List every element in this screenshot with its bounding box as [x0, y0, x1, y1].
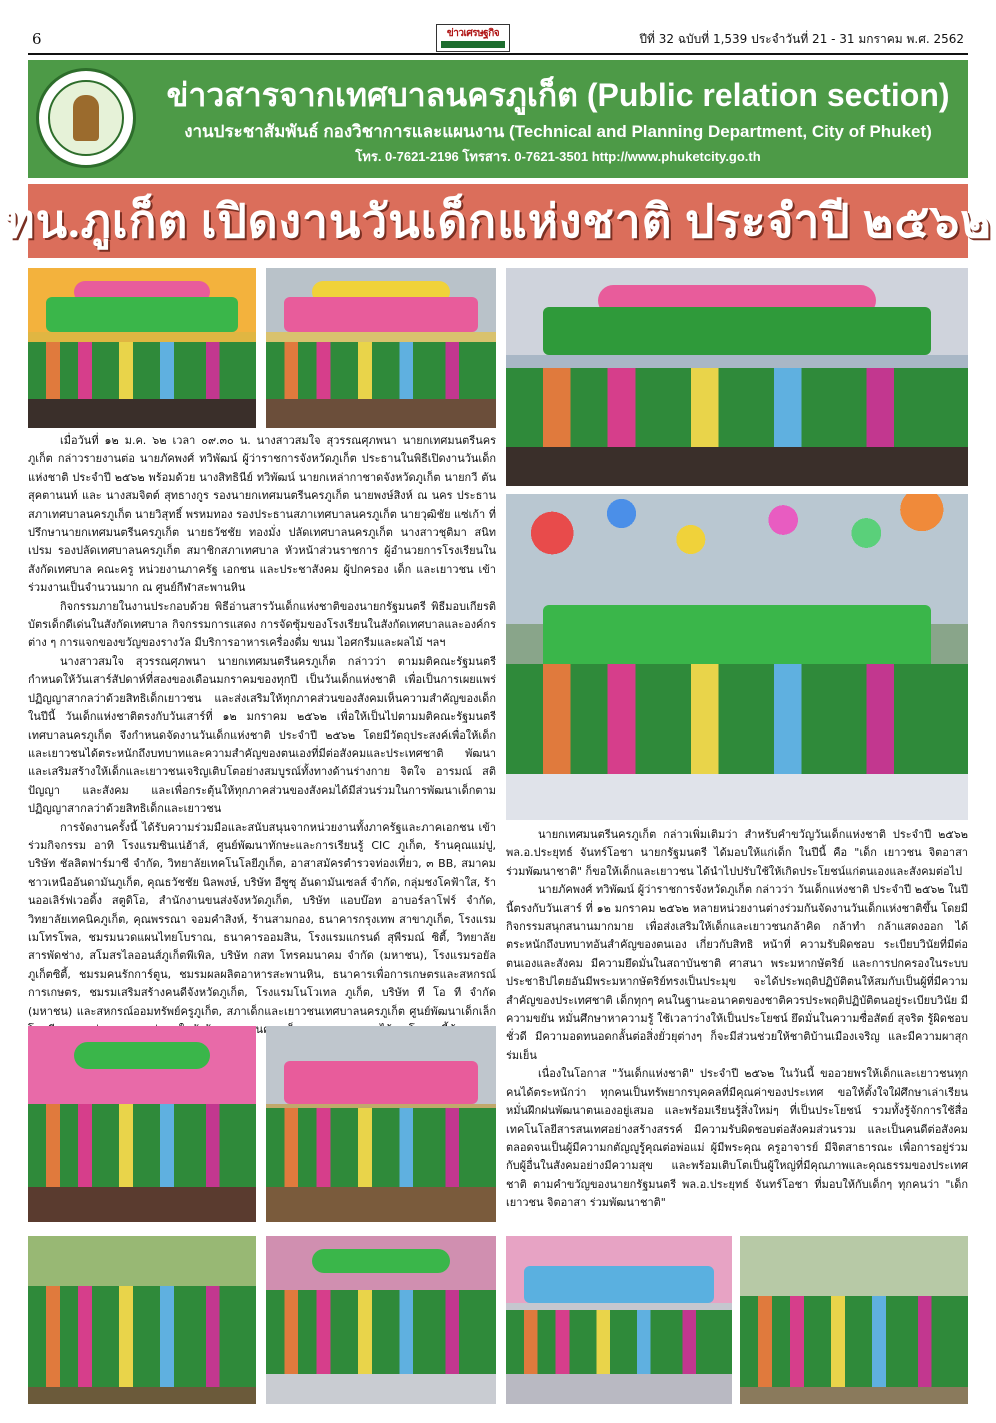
header-rule — [28, 53, 968, 55]
photo-teddy-bear — [266, 1026, 496, 1222]
photo-balloons-stage — [506, 494, 968, 820]
article-right-paragraph: เนื่องในโอกาส "วันเด็กแห่งชาติ" ประจำปี ๒๕๖๒ ในวันนี้ ขออวยพรให้เด็กและเยาวชนทุกคนได้ตระหนักว่า ทุกคนเป็นทรัพยากรบุคคลที่มีคุณค่าของประเทศ ขอให้ตั้งใจใฝ่ศึกษาเล่าเรียน หมั่นฝึกฝนพัฒนาตนเองอยู่เสมอ และพร้อมเรียนรู้สิ่งใหม่ๆ ที่เป็นประโยชน์ รวมทั้งรู้จักการใช้สื่อเทคโนโลยีสารสนเทศอย่างสร้างสรรค์ มีความรับผิดชอบต่อสังคมส่วนรวม และเป็นคนดีต่อสังคม ตลอดจนเป็นผู้มีความกตัญญูรู้คุณต่อพ่อแม่ ผู้มีพระคุณ ครูอาจารย์ มีจิตสาธารณะ เพื่อการอยู่ร่วมกับผู้อื่นในสังคมอย่างมีความสุข และพร้อมเติบโตเป็นผู้ใหญ่ที่มีคุณภาพและคุณธรรมของประเทศชาติ ตามคำขวัญของนายกรัฐมนตรี พล.อ.ประยุทธ์ จันทร์โอชา ที่มอบให้กับเด็กๆ ทุกคนว่า "เด็ก เยาวชน จิตอาสา ร่วมพัฒนาชาติ" — [506, 1067, 968, 1210]
seal-figure — [73, 95, 99, 141]
page-header — [0, 0, 996, 56]
masthead-logo — [436, 24, 510, 52]
issue-line: ปีที่ 32 ฉบับที่ 1,539 ประจำวันที่ 21 - 31 มกราคม พ.ศ. 2562 — [639, 32, 964, 46]
photo-bicycle-stage — [506, 1236, 732, 1404]
photo-stage-officials — [28, 268, 256, 428]
masthead-bar — [441, 41, 505, 48]
pr-contact: โทร. 0-7621-2196 โทรสาร. 0-7621-3501 http://www.phuketcity.go.th — [355, 149, 761, 164]
photo-stage-wide — [506, 268, 968, 486]
article-right-paragraph: นายกเทศมนตรีนครภูเก็ต กล่าวเพิ่มเติมว่า สำหรับคำขวัญวันเด็กแห่งชาติ ประจำปี ๒๕๖๒ พล.อ.ประยุทธ์ จันทร์โอชา นายกรัฐมนตรี ได้มอบให้แก่เด็ก ในปีนี้ คือ "เด็ก เยาวชน จิตอาสา ร่วมพัฒนาชาติ" ก็ขอให้เด็กและเยาวชน ได้นำไปปรับใช้ให้เกิดประโยชน์แก่ตนเองและสังคมต่อไป — [506, 828, 968, 878]
article-left-paragraph: นางสาวสมใจ สุวรรณศุภพนา นายกเทศมนตรีนครภูเก็ต กล่าวว่า ตามมติคณะรัฐมนตรี กำหนดให้วันเสาร์สัปดาห์ที่สองของเดือนมกราคมของทุกปี เป็นวันเด็กแห่งชาติ เพื่อเป็นการเผยแพร่ปฏิญญาสากลว่าด้วยสิทธิเด็กเยาวชน และส่งเสริมให้ทุกภาคส่วนของสังคมเห็นความสำคัญของเด็กในปีนี้ วันเด็กแห่งชาติตรงกับวันเสาร์ที่ ๑๒ มกราคม ๒๕๖๒ เพื่อให้เป็นไปตามมติคณะรัฐมนตรี เทศบาลนครภูเก็ต จึงกำหนดจัดงานวันเด็กแห่งชาติ ประจำปี ๒๕๖๒ โดยมีวัตถุประสงค์เพื่อให้เด็กและเยาวชนได้ตระหนักถึงบทบาทและความสำคัญของตนเองที่มีต่อสังคมและประเทศชาติ พัฒนาและเสริมสร้างให้เด็กและเยาวชนเจริญเติบโตอย่างสมบูรณ์ทั้งทางด้านร่างกาย จิตใจ อารมณ์ สติปัญญา และสังคม และเพื่อกระตุ้นให้ทุกภาคส่วนของสังคมได้มีส่วนร่วมในการพัฒนาเด็กตามปฏิญญาสากลว่าด้วยสิทธิเด็กและเยาวชน — [28, 654, 496, 816]
article-left-paragraph: กิจกรรมภายในงานประกอบด้วย พิธีอ่านสารวันเด็กแห่งชาติของนายกรัฐมนตรี พิธีมอบเกียรติบัตรเด็กดีเด่นในสังกัดเทศบาล กิจกรรมการแสดง การจัดซุ้มของโรงเรียนในสังกัดเทศบาลและองค์กรต่าง ๆ การแจกของขวัญของรางวัล มีบริการอาหารเครื่องดื่ม ขนม ไอศกรีมและผลไม้ ฯลฯ — [28, 599, 496, 650]
article-left — [28, 432, 496, 1020]
page-number: 6 — [32, 30, 42, 48]
article-right-paragraph: นายภัคพงศ์ ทวิพัฒน์ ผู้ว่าราชการจังหวัดภูเก็ต กล่าวว่า วันเด็กแห่งชาติ ประจำปี ๒๕๖๒ ในปีนี้ตรงกับวันเสาร์ ที่ ๑๒ มกราคม ๒๕๖๒ หลายหน่วยงานต่างร่วมกันจัดงานวันเด็กแห่งชาติขึ้น โดยมีกิจกรรมสนุกสนานมากมาย เพื่อส่งเสริมให้เด็กและเยาวชนกล้าคิด กล้าทำ กล้าแสดงออก ได้ตระหนักถึงบทบาทอันสำคัญของตนเอง เกี่ยวกับสิทธิ หน้าที่ ความรับผิดชอบ ระเบียบวินัยที่มีต่อตนเองและสังคม มีความยึดมั่นในสถาบันชาติ ศาสนา พระมหากษัตริย์ และการปกครองในระบบประชาธิปไตยอันมีพระมหากษัตริย์ทรงเป็นประมุข จะได้ประพฤติปฏิบัติตนให้สมกับเป็นผู้ที่มีความสำคัญของประเทศชาติ เด็กทุกๆ คนในฐานะอนาคตของชาติควรประพฤติปฏิบัติตนอยู่ระเบียบวินัย มีความขยัน หมั่นศึกษาหาความรู้ ใช้เวลาว่างให้เป็นประโยชน์ ยึดมั่นในความซื่อสัตย์ สุจริต รู้ผิดชอบชั่วดี มีความอดทนอดกลั้นต่อสิ่งยั่วยุต่างๆ ก็จะมีส่วนช่วยให้ชาติบ้านเมืองเจริญ และมีความผาสุกร่มเย็น — [506, 883, 968, 1062]
photo-award-children — [266, 268, 496, 428]
photo-bicycle-gift — [266, 1236, 496, 1404]
pr-title: ข่าวสารจากเทศบาลนครภูเก็ต (Public relation section) — [166, 77, 950, 113]
headline-text: ทน.ภูเก็ต เปิดงานวันเด็กแห่งชาติ ประจำปี ๒๕๖๒ — [4, 195, 992, 247]
article-right — [506, 826, 968, 1222]
headline-band — [4, 184, 992, 258]
article-left-paragraph: เมื่อวันที่ ๑๒ ม.ค. ๖๒ เวลา ๐๙.๓๐ น. นางสาวสมใจ สุวรรณศุภพนา นายกเทศมนตรีนครภูเก็ต กล่าวรายงานต่อ นายภัคพงศ์ ทวิพัฒน์ ผู้ว่าราชการจังหวัดภูเก็ต ประธานในพิธีเปิดงานวันเด็กแห่งชาติ ประจำปี ๒๕๖๒ พร้อมด้วย นางสิทธินีย์ ทวิพัฒน์ นายกเหล่ากาชาดจังหวัดภูเก็ต นายกวี ตันสุคตานนท์ และ นางสมจิตต์ สุทธางกูร รองนายกเทศมนตรีนครภูเก็ต นายพงษ์สิงห์ ณ นคร ประธานสภาเทศบาลนครภูเก็ต นายวิสุทธิ์ พรหมทอง รองประธานสภาเทศบาลนครภูเก็ต นายวุฒิชัย แซ่เก้า ที่ปรึกษานายกเทศมนตรีนครภูเก็ต นายธวัชชัย ทองมั่ง ปลัดเทศบาลนครภูเก็ต นางสาวชุติมา สนิทเปรม รองปลัดเทศบาลนครภูเก็ต สมาชิกสภาเทศบาล หัวหน้าส่วนราชการ ผู้อำนวยการโรงเรียนในสังกัดเทศบาล คณะครู หน่วยงานภาครัฐ เอกชน และประชาสังคม ผู้ปกครอง เด็ก และเยาวชน เข้าร่วมงานเป็นจำนวนมาก ณ ศูนย์กีฬาสะพานหิน — [28, 434, 496, 595]
pr-section-header — [28, 60, 968, 178]
article-left-paragraph: การจัดงานครั้งนี้ ได้รับความร่วมมือและสนับสนุนจากหน่วยงานทั้งภาครัฐและภาคเอกชน เข้าร่วมกิจกรรม อาทิ โรงแรมซินเน่ฮ้าส์, ศูนย์พัฒนาทักษะและการเรียนรู้ CIC ภูเก็ต, ร้านคุณแม่ปู, บริษัท ชัลลิตฟาร์มาซี จำกัด, วิทยาลัยเทคโนโลยีภูเก็ต, อาสาสมัครตำรวจท่องเที่ยว, ๓ BB, สมาคมชาวเหนืออันดามันภูเก็ต, คุณธวัชชัย นิลพงษ์, บริษัท อีซูซุ อันดามันเซลส์ จำกัด, กลุ่มชงโคฟ้าใส, ร้านออเลิร์ฟเวอดิ้ง สตูดิโอ, สำนักงานขนส่งจังหวัดภูเก็ต, บริษัท แอบบ๊อท อาบอร์ลาโฟร์ จำกัด, วิทยาลัยเทคนิคภูเก็ต, คุณพรรณา จอมคำสิงห์, ร้านสามกอง, ธนาคารกรุงเทพ สาขาภูเก็ต, โรงแรมเมโทรโพล, ชมรมนวดแผนไทยโบราณ, ธนาคารออมสิน, โรงแรมแกรนด์ สุพีรมณ์ ซิตี้, วิทยาลัยสารพัดช่าง, สโมสรไลออนส์ภูเก็ตพีเพิล, บริษัท กสท โทรคมนาคม จำกัด (มหาชน), โรงแรมรอยัลภูเก็ตซิตี้, ชมรมคนรักการ์ตูน, ชมรมผลผลิตอาหารสะพานหิน, ธนาคารเพื่อการเกษตรและสหกรณ์การเกษตร, ชมรมเสริมสร้างคนดีจังหวัดภูเก็ต, โรงแรมโนโวเทล ภูเก็ต, บริษัท ที โอ ที จำกัด (มหาชน) และสหกรณ์ออมทรัพย์ครูภูเก็ต, สภาเด็กและเยาวชนเทศบาลนครภูเก็ต ศูนย์พัฒนาเด็กเล็ก — [28, 820, 496, 1018]
photo-crowd — [740, 1236, 968, 1404]
photo-mayor-speaking — [28, 1026, 256, 1222]
masthead-name: ข่าวเศรษฐกิจ — [446, 28, 500, 39]
photo-mayor-children — [28, 1236, 256, 1404]
city-seal-icon — [36, 68, 136, 168]
pr-subtitle: งานประชาสัมพันธ์ กองวิชาการและแผนงาน (Technical and Planning Department, City of Phuket) — [184, 122, 932, 141]
seal-inner — [48, 80, 124, 156]
